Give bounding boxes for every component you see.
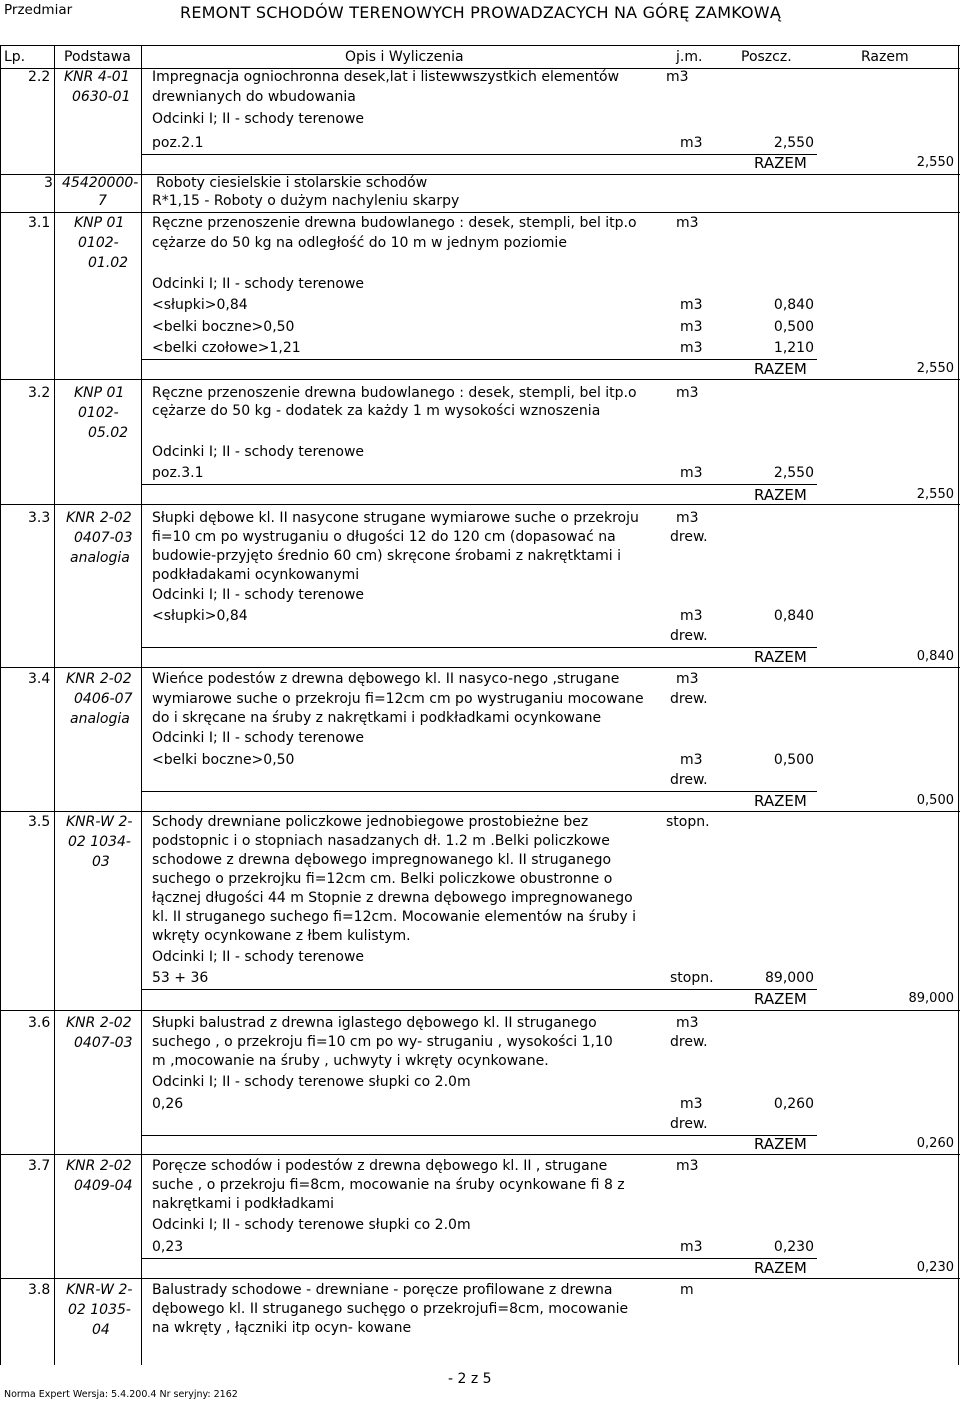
item-podstawa-line: 0407-03 <box>74 530 133 546</box>
page-number: - 2 z 5 <box>448 1371 492 1387</box>
calc-underline <box>141 484 817 485</box>
item-lp: 3.2 <box>28 385 51 401</box>
item-description-line: budowie-przyjęto średnio 60 cm) skręcone śrobami z nakrętktami i <box>152 548 622 564</box>
item-lp: 3.1 <box>28 215 51 231</box>
item-podstawa-line: KNR-W 2- <box>66 1282 133 1298</box>
razem-label: RAZEM <box>754 154 807 172</box>
calc-unit: m3 <box>680 297 703 313</box>
border-left <box>0 45 1 1365</box>
calc-unit: m3 <box>680 465 703 481</box>
calc-value: 89,000 <box>765 970 814 986</box>
item-podstawa-line: 0630-01 <box>72 89 131 105</box>
item-podstawa-line: 0102- <box>78 405 119 421</box>
item-unit: drew. <box>670 691 708 707</box>
item-unit: m3 <box>676 1158 699 1174</box>
row-divider <box>0 1278 960 1279</box>
calc-unit: m3 <box>680 319 703 335</box>
calc-unit: stopn. <box>670 970 714 986</box>
item-section-label: Odcinki I; II - schody terenowe słupki co 2.0m <box>152 1074 471 1090</box>
calc-underline <box>141 1135 817 1136</box>
item-podstawa-line: 01.02 <box>88 255 129 271</box>
item-podstawa-line: KNR 2-02 <box>66 1015 132 1031</box>
item-description-line: na wkręty , łączniki itp ocyn- kowane <box>152 1320 412 1336</box>
column-header-jm: j.m. <box>676 49 703 65</box>
item-podstawa-line: KNR 2-02 <box>66 510 132 526</box>
item-lp: 3.4 <box>28 671 51 687</box>
item-podstawa-line: 03 <box>92 854 110 870</box>
item-podstawa-line: 04 <box>92 1322 110 1338</box>
item-unit: m3 <box>676 1015 699 1031</box>
razem-label: RAZEM <box>754 792 807 810</box>
item-podstawa-line: 02 1034- <box>68 834 131 850</box>
item-unit: m3 <box>666 69 689 85</box>
calc-unit: m3 <box>680 1239 703 1255</box>
item-description-line: Ręczne przenoszenie drewna budowlanego : desek, stempli, bel itp.o <box>152 385 637 401</box>
item-description-line: m ,mocowanie na śruby , uchwyty i wkręty ocynkowane. <box>152 1053 549 1069</box>
razem-value: 0,500 <box>916 793 954 808</box>
item-description-line: R*1,15 - Roboty o dużym nachyleniu skarpy <box>152 193 460 209</box>
calc-unit: m3 <box>680 752 703 768</box>
item-description-line: suchego , o przekroju fi=10 cm po wy- struganiu , wysokości 1,10 <box>152 1034 613 1050</box>
calc-label: <belki boczne>0,50 <box>152 319 295 335</box>
calc-value: 0,500 <box>773 752 814 768</box>
item-unit: stopn. <box>666 814 710 830</box>
item-description-line: wkręty ocynkowane z łbem kulistym. <box>152 928 411 944</box>
calc-underline <box>141 791 817 792</box>
calc-label: poz.2.1 <box>152 135 204 151</box>
row-divider <box>0 667 960 668</box>
item-description-line: cężarze do 50 kg - dodatek za każdy 1 m wysokości wznoszenia <box>152 403 601 419</box>
item-description-line: podkładakami ocynkowanymi <box>152 567 360 583</box>
calc-value: 1,210 <box>773 340 814 356</box>
item-description-line: drewnianych do wbudowania <box>152 89 356 105</box>
row-divider <box>0 379 960 380</box>
item-podstawa-line: KNP 01 <box>74 215 125 231</box>
item-podstawa-line: 02 1035- <box>68 1302 131 1318</box>
item-description-line: Poręcze schodów i podestów z drewna dębowego kl. II , strugane <box>152 1158 608 1174</box>
item-lp: 2.2 <box>28 69 51 85</box>
calc-value: 0,230 <box>773 1239 814 1255</box>
item-description-line: nakrętkami i podkładkami <box>152 1196 335 1212</box>
razem-value: 0,840 <box>916 649 954 664</box>
razem-value: 89,000 <box>908 991 954 1006</box>
item-description-line: kl. II struganego suchego fi=12cm. Mocowanie elementów na śruby i <box>152 909 637 925</box>
item-podstawa-line: KNR-W 2- <box>66 814 133 830</box>
row-divider <box>0 504 960 505</box>
item-section-label: Odcinki I; II - schody terenowe słupki co 2.0m <box>152 1217 471 1233</box>
item-unit: m <box>680 1282 694 1298</box>
item-podstawa-line: KNP 01 <box>74 385 125 401</box>
item-lp: 3 <box>44 175 53 191</box>
calc-label: <belki boczne>0,50 <box>152 752 295 768</box>
item-description-line: Impregnacja ogniochronna desek,lat i listewwszystkich elementów <box>152 69 620 85</box>
item-unit: m3 <box>676 385 699 401</box>
item-description-line: suche , o przekroju fi=8cm, mocowanie na śruby ocynkowane fi 8 z <box>152 1177 625 1193</box>
item-description-line: dębowego kl. II struganego suchęgo o przekrojufi=8cm, mocowanie <box>152 1301 629 1317</box>
calc-unit: m3 <box>680 1096 703 1112</box>
item-description-line: Balustrady schodowe - drewniane - poręcze profilowane z drewna <box>152 1282 613 1298</box>
calc-unit: drew. <box>670 1116 708 1132</box>
item-section-label: Odcinki I; II - schody terenowe <box>152 276 365 292</box>
item-description-line: podstopnic i o stopniach nasadzanych dł. 1.2 m .Belki policzkowe <box>152 833 610 849</box>
column-header-lp: Lp. <box>4 49 26 65</box>
calc-value: 0,840 <box>773 297 814 313</box>
calc-unit: m3 <box>680 340 703 356</box>
item-podstawa-line: 0409-04 <box>74 1178 133 1194</box>
software-info: Norma Expert Wersja: 5.4.200.4 Nr seryjny: 2162 <box>4 1389 238 1400</box>
row-divider <box>0 1154 960 1155</box>
row-divider <box>0 174 960 175</box>
calc-unit: m3 <box>680 608 703 624</box>
item-description-line: do i skręcane na śruby z nakrętkami i podkładkami ocynkowane <box>152 710 602 726</box>
calc-value: 0,260 <box>773 1096 814 1112</box>
calc-underline <box>141 989 817 990</box>
item-description-line: Roboty ciesielskie i stolarskie schodów <box>156 175 428 191</box>
item-description-line: Schody drewniane policzkowe jednobiegowe prostobieżne bez <box>152 814 589 830</box>
item-podstawa-line: analogia <box>70 550 130 566</box>
item-description-line: Słupki dębowe kl. II nasycone strugane wymiarowe suche o przekroju <box>152 510 639 526</box>
razem-value: 2,550 <box>916 361 954 376</box>
calc-unit: drew. <box>670 772 708 788</box>
item-unit: m3 <box>676 510 699 526</box>
item-podstawa-line: 0102- <box>78 235 119 251</box>
razem-value: 0,230 <box>916 1260 954 1275</box>
calc-value: 0,840 <box>773 608 814 624</box>
column-header-poszcz: Poszcz. <box>741 49 792 65</box>
calc-value: 2,550 <box>773 465 814 481</box>
calc-underline <box>141 154 817 155</box>
border-right <box>958 45 959 1365</box>
column-header-opis: Opis i Wyliczenia <box>345 49 464 65</box>
item-section-label: Odcinki I; II - schody terenowe <box>152 111 365 127</box>
item-description-line: schodowe z drewna dębowego impregnowanego kl. II struganego <box>152 852 612 868</box>
item-description-line: fi=10 cm po wystruganiu o długości 12 do 120 cm (dopasować na <box>152 529 616 545</box>
column-header-podstawa: Podstawa <box>64 49 131 65</box>
item-description-line: łącznej długości 44 m Stopnie z drewna dębowego impregnowanego <box>152 890 633 906</box>
razem-label: RAZEM <box>754 1135 807 1153</box>
calc-label: 0,23 <box>152 1239 184 1255</box>
col-divider-lp <box>54 45 55 1365</box>
item-unit: drew. <box>670 529 708 545</box>
col-divider-podstawa <box>141 45 142 1365</box>
top-border <box>0 45 960 46</box>
razem-label: RAZEM <box>754 1259 807 1277</box>
item-podstawa-line: 0407-03 <box>74 1035 133 1051</box>
item-unit: m3 <box>676 215 699 231</box>
item-description-line: cężarze do 50 kg na odległość do 10 m w jednym poziomie <box>152 235 567 251</box>
item-lp: 3.8 <box>28 1282 51 1298</box>
calc-unit: m3 <box>680 135 703 151</box>
calc-value: 0,500 <box>773 319 814 335</box>
calc-label: <słupki>0,84 <box>152 297 248 313</box>
razem-label: RAZEM <box>754 990 807 1008</box>
item-description-line: Ręczne przenoszenie drewna budowlanego : desek, stempli, bel itp.o <box>152 215 637 231</box>
item-podstawa-line: KNR 2-02 <box>66 1158 132 1174</box>
item-description-line: suchego o przekrojku fi=12cm cm. Belki policzkowe obustronne o <box>152 871 613 887</box>
calc-underline <box>141 647 817 648</box>
calc-label: <belki czołowe>1,21 <box>152 340 301 356</box>
item-description-line: Słupki balustrad z drewna iglastego dębowego kl. II struganego <box>152 1015 597 1031</box>
item-unit: drew. <box>670 1034 708 1050</box>
item-podstawa-line: KNR 4-01 <box>64 69 130 85</box>
razem-value: 2,550 <box>916 155 954 170</box>
calc-value: 2,550 <box>773 135 814 151</box>
item-section-label: Odcinki I; II - schody terenowe <box>152 587 365 603</box>
razem-value: 0,260 <box>916 1136 954 1151</box>
item-description-line: Wieńce podestów z drewna dębowego kl. II nasyco-nego ,strugane <box>152 671 620 687</box>
item-description-line: wymiarowe suche o przekroju fi=12cm cm po wystruganiu mocowane <box>152 691 644 707</box>
calc-label: <słupki>0,84 <box>152 608 248 624</box>
razem-label: RAZEM <box>754 648 807 666</box>
item-podstawa-line: 0406-07 <box>74 691 133 707</box>
item-section-label: Odcinki I; II - schody terenowe <box>152 444 365 460</box>
calc-label: poz.3.1 <box>152 465 204 481</box>
document-type: Przedmiar <box>4 2 73 18</box>
column-header-razem: Razem <box>861 49 909 65</box>
calc-unit: drew. <box>670 628 708 644</box>
document-title: REMONT SCHODÓW TERENOWYCH PROWADZACYCH NA GÓRĘ ZAMKOWĄ <box>180 3 781 22</box>
item-section-label: Odcinki I; II - schody terenowe <box>152 730 365 746</box>
item-lp: 3.6 <box>28 1015 51 1031</box>
razem-label: RAZEM <box>754 486 807 504</box>
item-podstawa-line: analogia <box>70 711 130 727</box>
razem-value: 2,550 <box>916 487 954 502</box>
calc-underline <box>141 1258 817 1259</box>
razem-label: RAZEM <box>754 360 807 378</box>
calc-label: 0,26 <box>152 1096 184 1112</box>
item-lp: 3.7 <box>28 1158 51 1174</box>
calc-underline <box>141 359 817 360</box>
item-podstawa-line: 05.02 <box>88 425 129 441</box>
item-lp: 3.5 <box>28 814 51 830</box>
row-divider <box>0 1010 960 1011</box>
calc-label: 53 + 36 <box>152 970 209 986</box>
item-lp: 3.3 <box>28 510 51 526</box>
item-podstawa-line: KNR 2-02 <box>66 671 132 687</box>
item-podstawa-line: 7 <box>98 193 107 209</box>
item-unit: m3 <box>676 671 699 687</box>
item-section-label: Odcinki I; II - schody terenowe <box>152 949 365 965</box>
item-podstawa-line: 45420000- <box>62 175 139 191</box>
